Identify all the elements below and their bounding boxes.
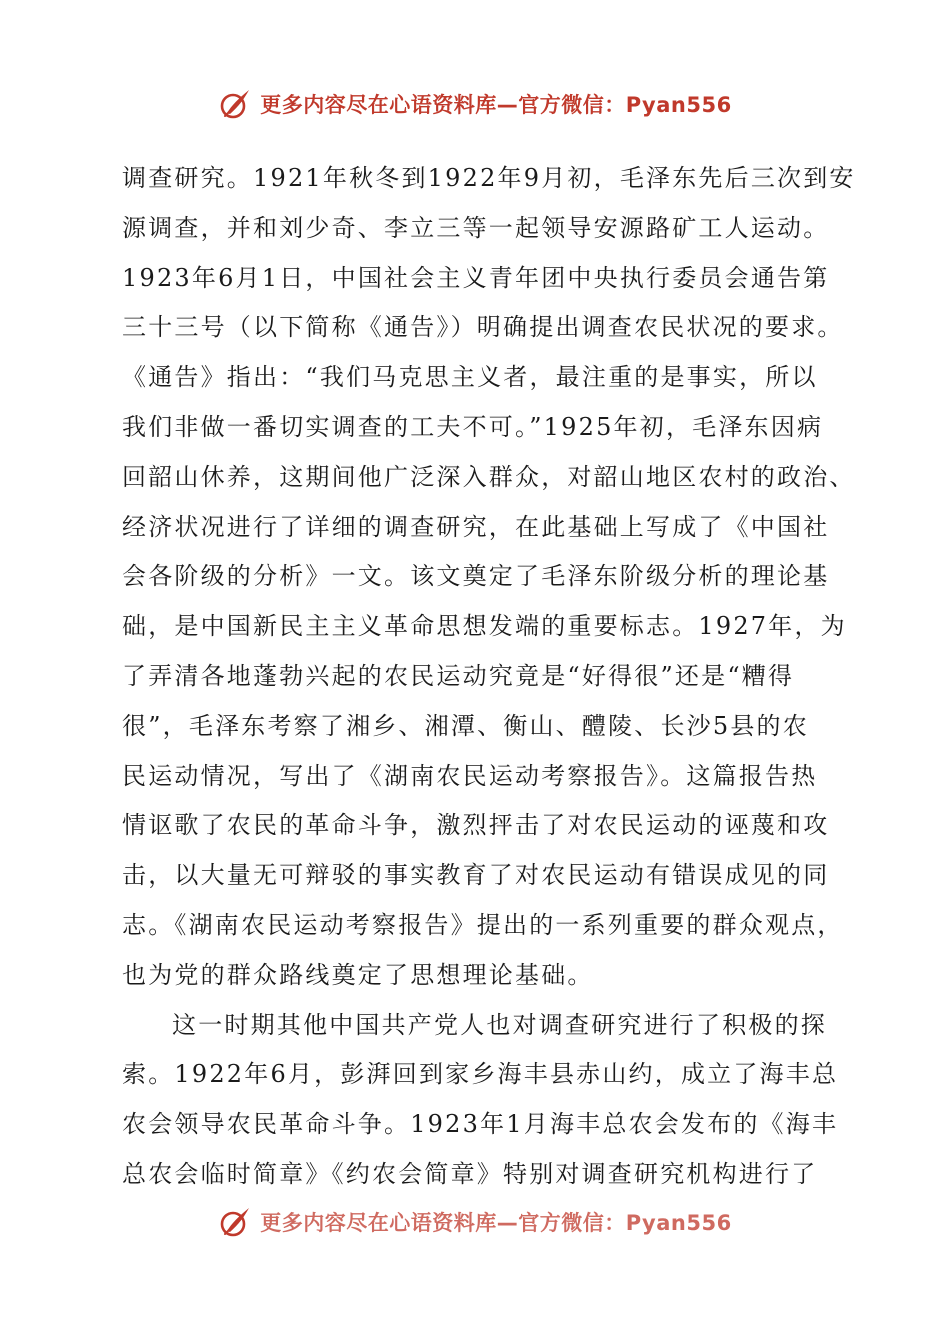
text-line: 很”，毛泽东考察了湘乡、湘潭、衡山、醴陵、长沙5县的农 <box>122 711 809 740</box>
header-banner <box>0 84 950 124</box>
text-line: 我们非做一番切实调查的工夫不可。”1925年初，毛泽东因病 <box>122 412 824 441</box>
text-line: 础，是中国新民主主义革命思想发端的重要标志。1927年，为 <box>122 612 847 641</box>
text-line: 农会领导农民革命斗争。1923年1月海丰总农会发布的《海丰 <box>122 1110 839 1139</box>
text-line: 击，以大量无可辩驳的事实教育了对农民运动有错误成见的同 <box>122 861 830 890</box>
footer-banner <box>0 1202 950 1242</box>
quill-pen-logo-icon <box>218 1205 252 1239</box>
paragraph-start-line: 这一时期其他中国共产党人也对调查研究进行了积极的探 <box>172 1010 827 1039</box>
text-line: 志。《湖南农民运动考察报告》提出的一系列重要的群众观点， <box>122 910 844 939</box>
wechat-id: Pyan556 <box>625 93 732 117</box>
text-line: 会各阶级的分析》一文。该文奠定了毛泽东阶级分析的理论基 <box>122 562 830 591</box>
text-line: 索。1922年6月，彭湃回到家乡海丰县赤山约，成立了海丰总 <box>122 1060 839 1089</box>
quill-pen-logo-icon <box>218 87 252 121</box>
document-body <box>122 154 856 1200</box>
text-line: 回韶山休养，这期间他广泛深入群众，对韶山地区农村的政治、 <box>122 462 856 491</box>
text-line: 总农会临时简章》《约农会简章》特别对调查研究机构进行了 <box>122 1159 818 1188</box>
text-line: 调查研究。1921年秋冬到1922年9月初，毛泽东先后三次到安 <box>122 164 856 192</box>
header-banner-text <box>260 89 731 119</box>
text-line: 了弄清各地蓬勃兴起的农民运动究竟是“好得很”还是“糟得 <box>122 661 795 690</box>
text-line: 1923年6月1日，中国社会主义青年团中央执行委员会通告第 <box>122 263 830 292</box>
banner-separator: — <box>496 93 519 117</box>
text-line: 也为党的群众路线奠定了思想理论基础。 <box>122 960 594 989</box>
wechat-label: 官方微信： <box>518 1211 626 1235</box>
wechat-id: Pyan556 <box>625 1211 732 1235</box>
banner-title: 更多内容尽在心语资料库 <box>260 93 497 117</box>
wechat-label: 官方微信： <box>518 93 626 117</box>
text-line: 《通告》指出：“我们马克思主义者，最注重的是事实，所以 <box>122 363 818 392</box>
text-line: 经济状况进行了详细的调查研究，在此基础上写成了《中国社 <box>122 512 830 541</box>
text-line: 源调查，并和刘少奇、李立三等一起领导安源路矿工人运动。 <box>122 213 830 242</box>
footer-banner-text <box>260 1207 731 1237</box>
banner-separator: — <box>496 1211 519 1235</box>
text-line: 情讴歌了农民的革命斗争，激烈抨击了对农民运动的诬蔑和攻 <box>122 811 830 840</box>
banner-title: 更多内容尽在心语资料库 <box>260 1211 497 1235</box>
text-line: 三十三号（以下简称《通告》）明确提出调查农民状况的要求。 <box>122 313 844 342</box>
text-line: 民运动情况，写出了《湖南农民运动考察报告》。这篇报告热 <box>122 761 818 790</box>
